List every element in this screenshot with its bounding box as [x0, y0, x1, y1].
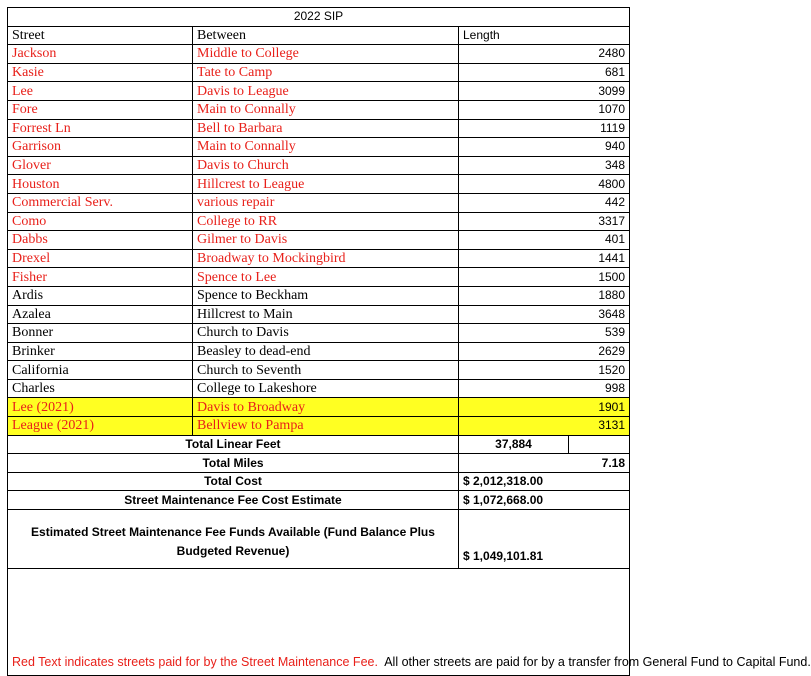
- sip-table: [7, 7, 630, 436]
- table-row: [8, 305, 630, 324]
- total-miles-value: 7.18: [569, 454, 630, 473]
- header-row: [8, 26, 630, 45]
- length-cell: 1119: [459, 119, 630, 138]
- street-cell: Lee: [8, 82, 193, 101]
- street-cell: Fisher: [8, 268, 193, 287]
- table-row: [8, 45, 630, 64]
- header-length: Length: [459, 26, 630, 45]
- street-cell: Commercial Serv.: [8, 193, 193, 212]
- empty-cell: [569, 436, 630, 454]
- table-row: [8, 175, 630, 194]
- between-cell: Church to Davis: [193, 324, 459, 343]
- street-cell: Garrison: [8, 138, 193, 157]
- funds-available-label: Estimated Street Maintenance Fee Funds Available (Fund Balance Plus Budgeted Revenue): [8, 510, 459, 569]
- between-cell: Beasley to dead-end: [193, 342, 459, 361]
- note-row: [8, 569, 630, 676]
- between-cell: Tate to Camp: [193, 63, 459, 82]
- street-cell: Drexel: [8, 249, 193, 268]
- length-cell: 1520: [459, 361, 630, 380]
- table-row: [8, 361, 630, 380]
- street-cell: Bonner: [8, 324, 193, 343]
- length-cell: 3131: [459, 417, 630, 436]
- funds-available-row: [8, 510, 630, 569]
- total-miles-row: [8, 454, 630, 473]
- note-black-text: All other streets are paid for by a transfer from General Fund to Capital Fund.: [384, 655, 811, 670]
- between-cell: Gilmer to Davis: [193, 231, 459, 250]
- note-cell: [8, 569, 811, 676]
- table-row: [8, 268, 630, 287]
- street-cell: Houston: [8, 175, 193, 194]
- between-cell: Main to Connally: [193, 100, 459, 119]
- table-row: [8, 138, 630, 157]
- street-cell: Forrest Ln: [8, 119, 193, 138]
- between-cell: Bellview to Pampa: [193, 417, 459, 436]
- table-title: 2022 SIP: [8, 8, 630, 27]
- between-cell: College to Lakeshore: [193, 379, 459, 398]
- street-cell: Fore: [8, 100, 193, 119]
- total-linear-feet-row: [8, 436, 630, 454]
- between-cell: Church to Seventh: [193, 361, 459, 380]
- title-row: [8, 8, 630, 27]
- street-cell: Dabbs: [8, 231, 193, 250]
- length-cell: 1070: [459, 100, 630, 119]
- between-cell: Bell to Barbara: [193, 119, 459, 138]
- between-cell: various repair: [193, 193, 459, 212]
- street-cell: Charles: [8, 379, 193, 398]
- between-cell: Davis to Broadway: [193, 398, 459, 417]
- between-cell: Davis to Church: [193, 156, 459, 175]
- length-cell: 2629: [459, 342, 630, 361]
- length-cell: 539: [459, 324, 630, 343]
- street-cell: Glover: [8, 156, 193, 175]
- total-miles-label: Total Miles: [8, 454, 459, 473]
- street-cell: Ardis: [8, 286, 193, 305]
- fee-estimate-label: Street Maintenance Fee Cost Estimate: [8, 491, 459, 510]
- between-cell: Hillcrest to League: [193, 175, 459, 194]
- table-row: [8, 398, 630, 417]
- length-cell: 4800: [459, 175, 630, 194]
- empty-cell: [459, 454, 569, 473]
- table-row: [8, 100, 630, 119]
- funds-available-value: $ 1,049,101.81: [459, 510, 630, 569]
- total-linear-feet-label: Total Linear Feet: [8, 436, 459, 454]
- note-red-text: Red Text indicates streets paid for by the Street Maintenance Fee.: [12, 655, 378, 670]
- table-row: [8, 82, 630, 101]
- between-cell: Davis to League: [193, 82, 459, 101]
- between-cell: Spence to Beckham: [193, 286, 459, 305]
- header-street: Street: [8, 26, 193, 45]
- length-cell: 681: [459, 63, 630, 82]
- length-cell: 401: [459, 231, 630, 250]
- table-row: [8, 249, 630, 268]
- table-row: [8, 212, 630, 231]
- street-cell: Jackson: [8, 45, 193, 64]
- total-linear-feet-value: 37,884: [459, 436, 569, 454]
- street-cell: Azalea: [8, 305, 193, 324]
- street-cell: California: [8, 361, 193, 380]
- total-cost-value: $ 2,012,318.00: [459, 472, 630, 491]
- length-cell: 1500: [459, 268, 630, 287]
- table-row: [8, 342, 630, 361]
- street-cell: League (2021): [8, 417, 193, 436]
- table-row: [8, 417, 630, 436]
- street-cell: Como: [8, 212, 193, 231]
- length-cell: 1441: [459, 249, 630, 268]
- length-cell: 3099: [459, 82, 630, 101]
- length-cell: 998: [459, 379, 630, 398]
- street-cell: Kasie: [8, 63, 193, 82]
- table-row: [8, 156, 630, 175]
- between-cell: Spence to Lee: [193, 268, 459, 287]
- length-cell: 442: [459, 193, 630, 212]
- table-row: [8, 379, 630, 398]
- between-cell: Middle to College: [193, 45, 459, 64]
- length-cell: 2480: [459, 45, 630, 64]
- length-cell: 348: [459, 156, 630, 175]
- between-cell: College to RR: [193, 212, 459, 231]
- total-cost-row: [8, 472, 630, 491]
- between-cell: Hillcrest to Main: [193, 305, 459, 324]
- length-cell: 3648: [459, 305, 630, 324]
- length-cell: 3317: [459, 212, 630, 231]
- sip-sheet: [7, 7, 811, 676]
- length-cell: 1880: [459, 286, 630, 305]
- table-row: [8, 193, 630, 212]
- summary-table: [7, 436, 811, 676]
- fee-estimate-row: [8, 491, 630, 510]
- table-row: [8, 63, 630, 82]
- total-cost-label: Total Cost: [8, 472, 459, 491]
- length-cell: 1901: [459, 398, 630, 417]
- street-cell: Brinker: [8, 342, 193, 361]
- table-row: [8, 324, 630, 343]
- between-cell: Broadway to Mockingbird: [193, 249, 459, 268]
- header-between: Between: [193, 26, 459, 45]
- table-row: [8, 119, 630, 138]
- fee-estimate-value: $ 1,072,668.00: [459, 491, 630, 510]
- street-cell: Lee (2021): [8, 398, 193, 417]
- length-cell: 940: [459, 138, 630, 157]
- between-cell: Main to Connally: [193, 138, 459, 157]
- table-row: [8, 231, 630, 250]
- table-row: [8, 286, 630, 305]
